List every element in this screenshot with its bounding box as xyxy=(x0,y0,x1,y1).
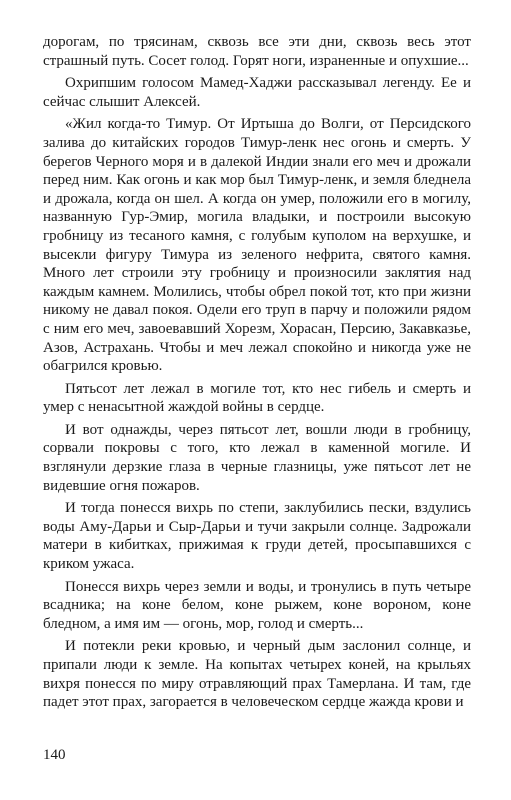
page-text xyxy=(43,33,471,712)
page-number: 140 xyxy=(43,747,66,763)
paragraph: Пятьсот лет лежал в могиле тот, кто нес гибель и смерть и умер с ненасытной жаждой войны в сердце. xyxy=(43,380,471,416)
paragraph: дорогам, по трясинам, сквозь все эти дни, сквозь весь этот страшный путь. Сосет голод. Горят ноги, израненные и опухшие... xyxy=(43,34,471,69)
paragraph: «Жил когда-то Тимур. От Иртыша до Волги, от Персидского залива до китайских городов Тимур-ленк нес огонь и смерть. У берегов Черного моря и в далекой Индии знали его меч и дрожали перед ним. Как огонь и как мор был Тимур-ленк, и земля бледнела и дрожала, когда он шел. А когда он умер, положили его в могилу, названную Гур-Эмир, могила владыки, и построили высокую гробницу из тесаного камня, с голубым куполом на верхушке, и высекли фигуру Тимура из зеленого нефрита, святого камня. Много лет строили эту гробницу и произносили заклятия над каждым камнем. Молились, чтобы обрел покой тот, кто при жизни никому не давал покоя. Одели его труп в парчу и положили рядом с ним его меч, завоевавший Хорезм, Хорасан, Персию, Закавказье, Азов, Астрахань. Чтобы и меч лежал спокойно и никогда уже не обагрился кровью. xyxy=(43,116,471,375)
paragraph: И потекли реки кровью, и черный дым заслонил солнце, и припали люди к земле. На копытах четырех коней, на крыльях вихря понесся по миру отравляющий прах Тамерлана. И там, где падет этот прах, загорается в человеческом сердце жажда крови и xyxy=(43,638,471,711)
paragraph: И тогда понесся вихрь по степи, заклубились пески, вздулись воды Аму-Дарьи и Сыр-Дарьи и тучи закрыли солнце. Задрожали матери в кибитках, прижимая к груди детей, просыпавшихся с криком ужаса. xyxy=(43,500,471,573)
paragraph: И вот однажды, через пятьсот лет, вошли люди в гробницу, сорвали покровы с того, кто лежал в каменной могиле. И взглянули дерзкие глаза в черные глазницы, уже пятьсот лет не видевшие огня пожаров. xyxy=(43,421,471,494)
paragraph: Понесся вихрь через земли и воды, и тронулись в путь четыре всадника; на коне белом, коне рыжем, коне вороном, коне бледном, а имя им — огонь, мор, голод и смерть... xyxy=(43,578,471,632)
paragraph: Охрипшим голосом Мамед-Хаджи рассказывал легенду. Ее и сейчас слышит Алексей. xyxy=(43,75,471,110)
